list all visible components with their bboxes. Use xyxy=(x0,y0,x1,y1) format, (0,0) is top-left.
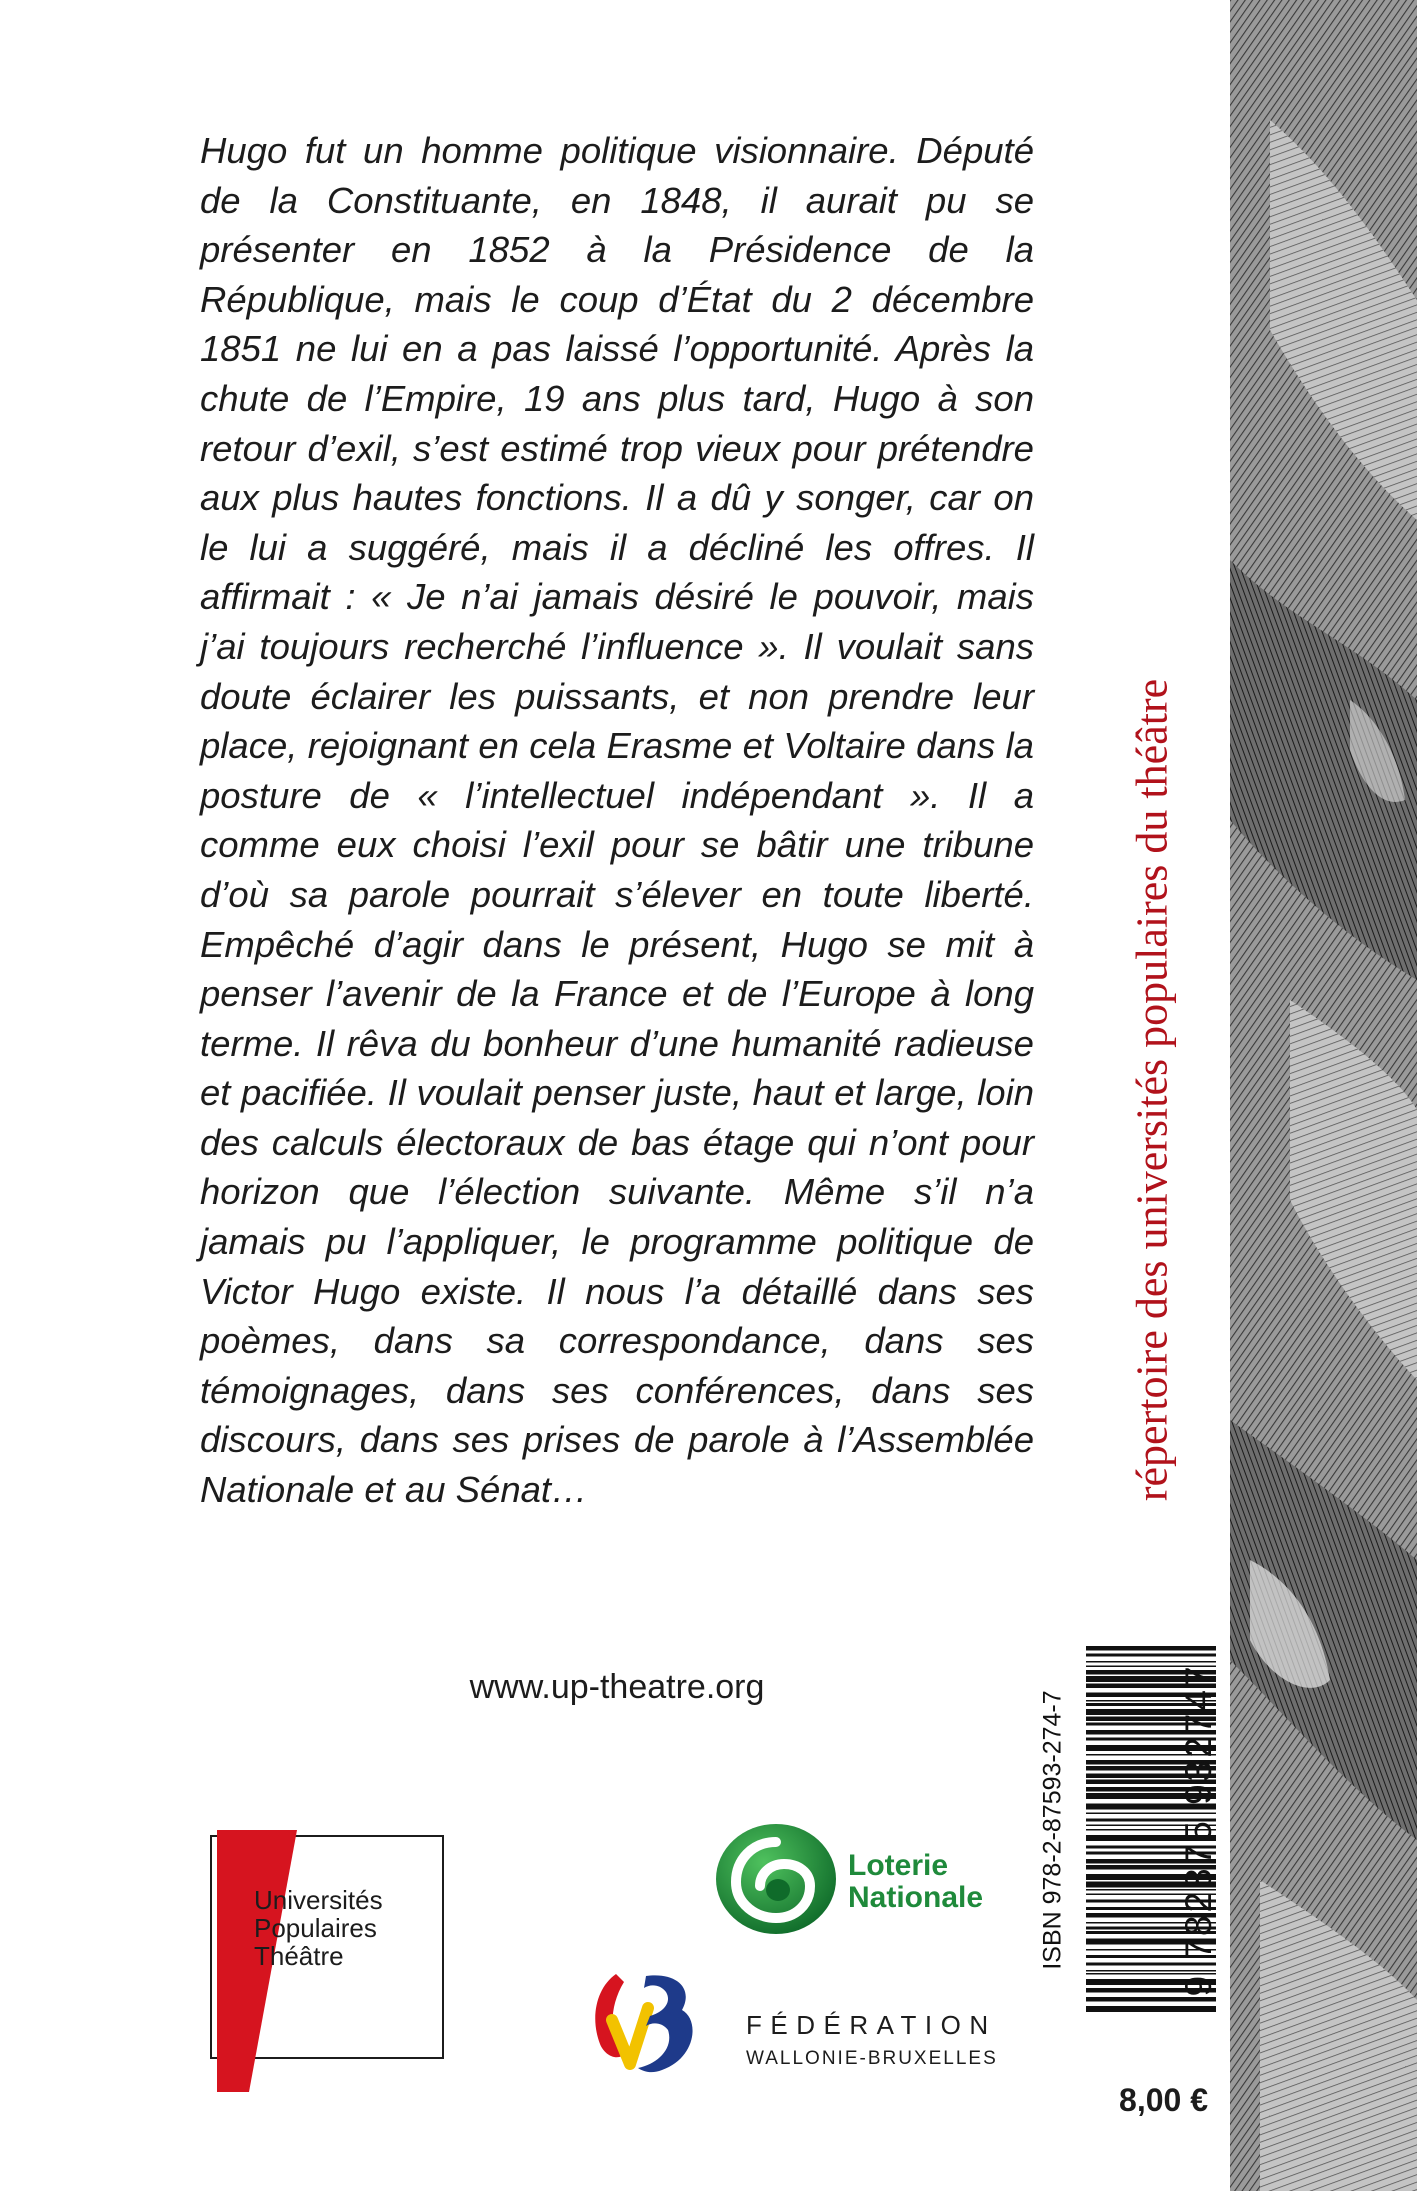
isbn-text: ISBN 978-2-87593-274-7 xyxy=(1038,1690,1067,1970)
loterie-logo-icon xyxy=(712,1820,840,1938)
series-title-text: répertoire des universités populaires du théâtre xyxy=(1127,678,1177,1502)
engraving-image xyxy=(1230,0,1417,2191)
loterie-logo-text xyxy=(848,1850,983,1914)
upt-line-theatre: Théâtre xyxy=(254,1941,344,1971)
ean-digits xyxy=(1178,1642,1220,2018)
fwb-logo-icon xyxy=(586,1968,701,2080)
blurb-text: Hugo fut un homme politique visionnaire. Député de la Constituante, en 1848, il aurait pu se présenter en 1852 à la Présidence de la République, mais le coup d’État du 2 décembre 1851 ne lui en a pas laissé l’opportunité. Après la chute de l’Empire, 19 ans plus tard, Hugo à son retour d’exil, s’est estimé trop vieux pour prétendre aux plus hautes fonctions. Il a dû y songer, car on le lui a suggéré, mais il a décliné les offres. Il affirmait : « Je n’ai jamais désiré le pouvoir, mais j’ai toujours recherché l’influence ». Il voulait sans doute éclairer les puissants, et non prendre leur place, rejoignant en cela Erasme et Voltaire dans la posture de « l’intellectuel indépendant ». Il a comme eux choisi l’exil pour se bâtir une tribune d’où sa parole pourrait s’élever en toute liberté. Empêché d’agir dans le présent, Hugo se mit à penser l’avenir de la France et de l’Europe à long terme. Il rêva du bonheur d’une humanité radieuse et pacifiée. Il voulait penser juste, haut et large, loin des calculs électoraux de bas étage qui n’ont pour horizon que l’élection suivante. Même s’il n’a jamais pu l’appliquer, le programme politique de Victor Hugo existe. Il nous l’a détaillé dans ses poèmes, dans sa correspondance, dans ses témoignages, dans ses conférences, dans ses discours, dans ses prises de parole à l’Assemblée Nationale et au Sénat… xyxy=(200,130,1034,1511)
fwb-line2: WALLONIE-BRUXELLES xyxy=(746,2048,998,2069)
series-title xyxy=(1127,580,1177,1600)
upt-logo-text xyxy=(254,1886,383,1970)
price: 8,00 € xyxy=(1119,2082,1208,2118)
ean-digits-text: 9 782875 932747 xyxy=(1178,1663,1219,1997)
blurb xyxy=(200,126,1034,1515)
isbn xyxy=(1034,1642,1072,2018)
loterie-line2: Nationale xyxy=(848,1881,984,1914)
website-url[interactable]: www.up-theatre.org xyxy=(469,1668,765,1706)
engraving-strip xyxy=(1230,0,1417,2191)
upt-line-universites: Universités xyxy=(254,1885,383,1915)
upt-line-populaires: Populaires xyxy=(254,1913,377,1943)
loterie-line1: Loterie xyxy=(848,1849,949,1882)
fwb-line1: FÉDÉRATION xyxy=(746,2010,997,2040)
